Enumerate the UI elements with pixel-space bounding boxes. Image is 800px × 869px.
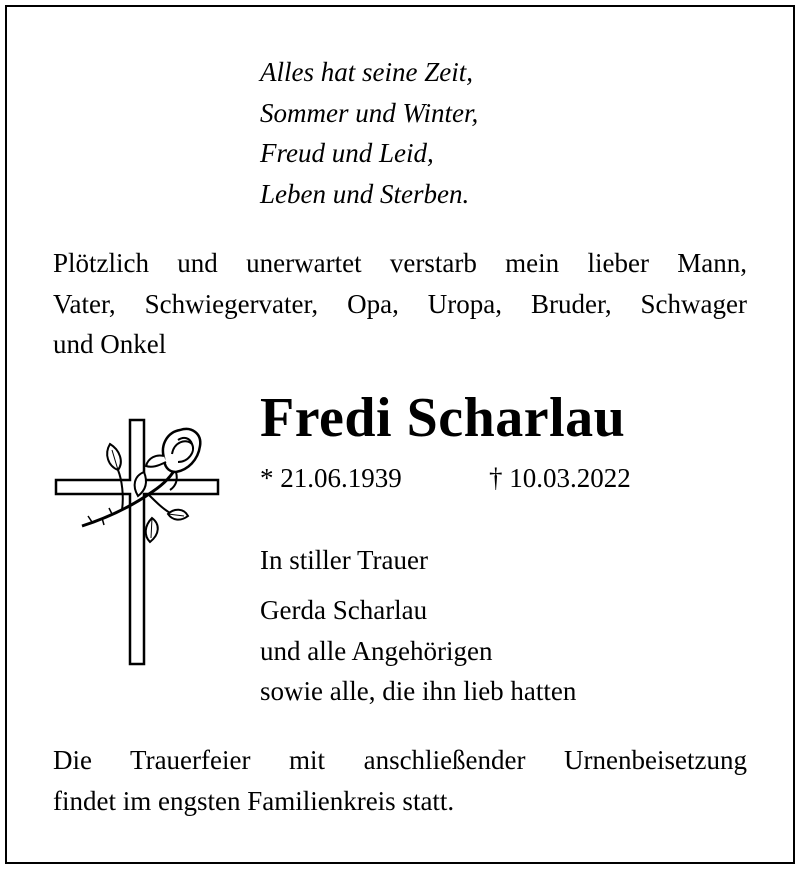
death-date: † 10.03.2022 <box>489 463 631 493</box>
poem <box>260 52 478 214</box>
intro-line: Plötzlich und unerwartet verstarb mein lieber Mann, <box>53 248 747 278</box>
mourner-line: Gerda Scharlau <box>260 595 428 625</box>
funeral-info <box>53 740 747 821</box>
deceased-name: Fredi Scharlau <box>260 387 626 449</box>
cross-with-rose-icon <box>52 418 227 668</box>
intro-text <box>53 243 747 365</box>
mourners-list <box>260 590 576 712</box>
funeral-info-line: findet im engsten Familienkreis statt. <box>53 785 455 816</box>
poem-line: Freud und Leid, <box>260 138 434 168</box>
poem-line: Leben und Sterben. <box>260 178 470 209</box>
birth-date: * 21.06.1939 <box>260 463 402 493</box>
intro-line: Vater, Schwiegervater, Opa, Uropa, Bruder, Schwager <box>53 288 747 319</box>
mourner-line: und alle Angehörigen <box>260 635 493 666</box>
intro-line: und Onkel <box>53 329 167 359</box>
poem-line: Sommer und Winter, <box>260 97 479 128</box>
funeral-info-line: Die Trauerfeier mit anschließender Urnenbeisetzung <box>53 745 747 775</box>
poem-line: Alles hat seine Zeit, <box>260 57 473 87</box>
mourner-line: sowie alle, die ihn lieb hatten <box>260 676 577 706</box>
mourning-heading: In stiller Trauer <box>260 545 428 575</box>
